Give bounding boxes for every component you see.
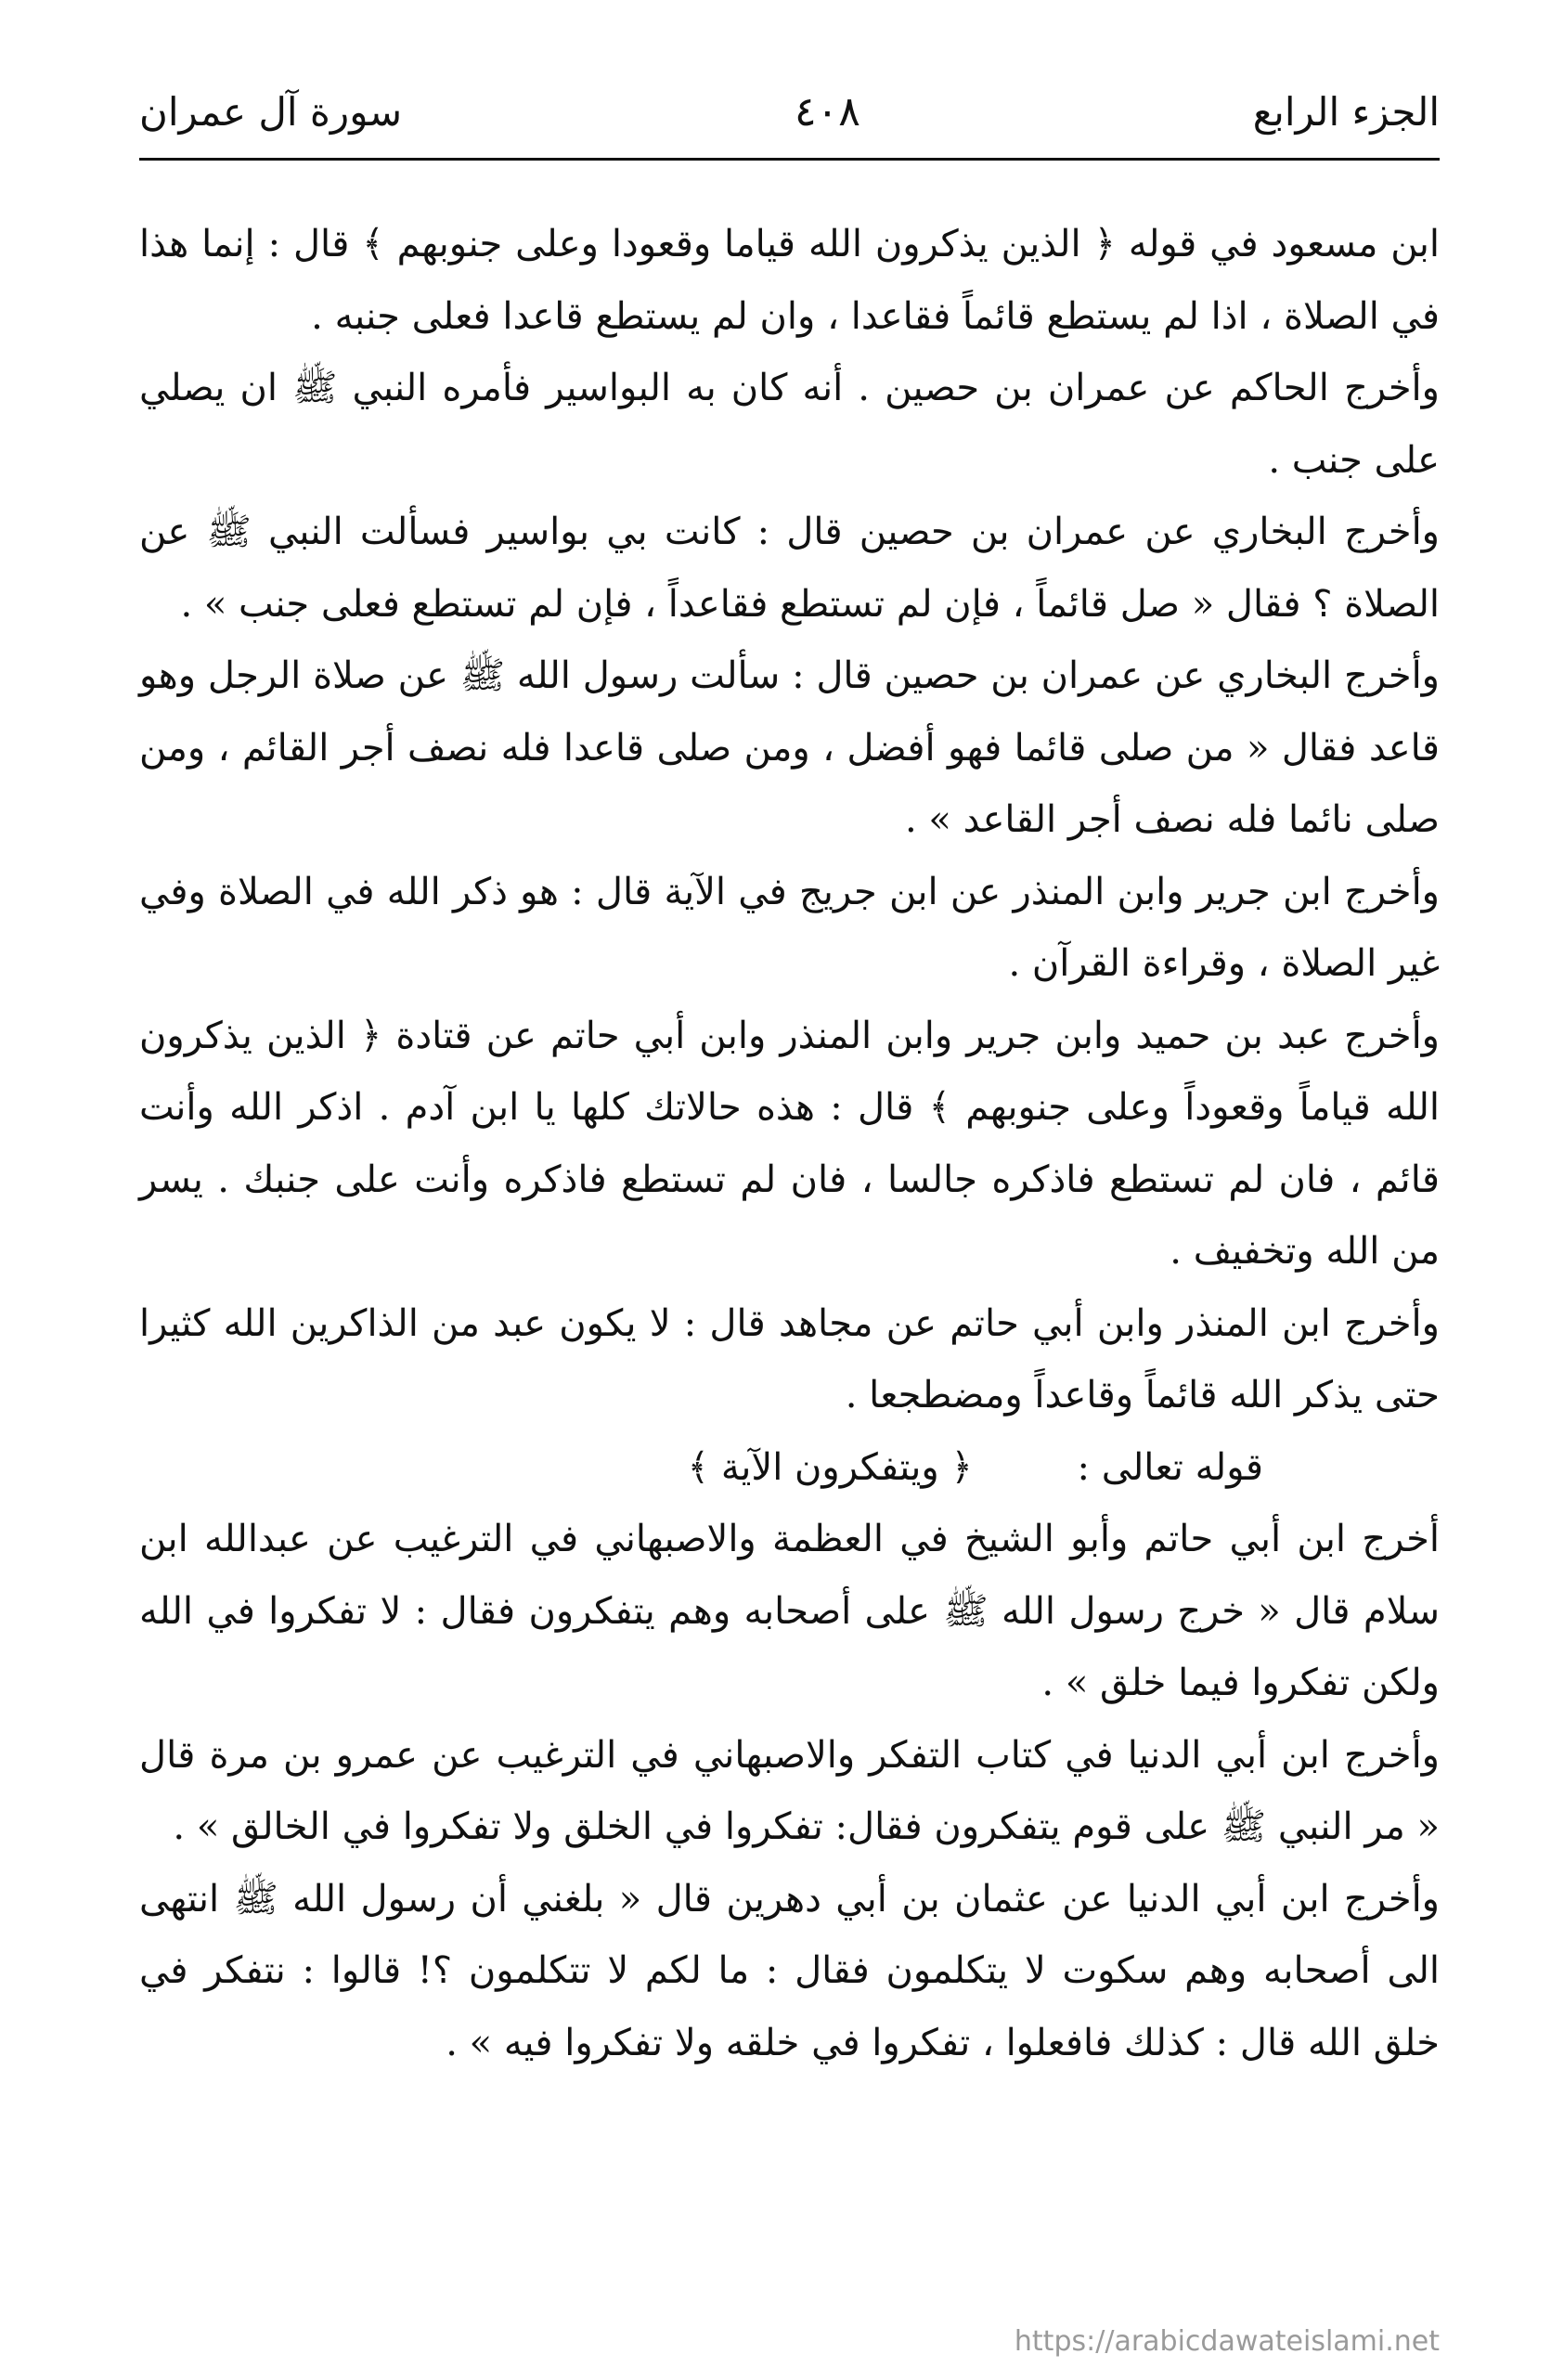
part-label: الجزء الرابع — [1252, 88, 1440, 135]
surah-label: سورة آل عمران — [139, 88, 403, 135]
verse-heading-text: ﴿ ويتفكرون الآية ﴾ — [687, 1445, 973, 1489]
page-header — [139, 65, 1440, 158]
paragraph-3: وأخرج البخاري عن عمران بن حصين قال : كانت بي بواسير فسألت النبي ﷺ عن الصلاة ؟ فقال « صل قائماً ، فإن لم تستطع فقاعداً ، فإن لم تستطع فعلى جنب » . — [139, 511, 1440, 626]
verse-heading-label: قوله تعالى : — [1077, 1445, 1263, 1489]
source-watermark: https://arabicdawateislami.net — [1014, 2325, 1440, 2358]
header-rule — [139, 158, 1440, 161]
page-body — [139, 209, 1440, 2079]
paragraph-6: وأخرج عبد بن حميد وابن جرير وابن المنذر وابن أبي حاتم عن قتادة ﴿ الذين يذكرون الله قياماً وقعوداً وعلى جنوبهم ﴾ قال : هذه حالاتك كلها يا ابن آدم . اذكر الله وأنت قائم ، فان لم تستطع فاذكره جالسا ، فان لم تستطع فاذكره وأنت على جنبك . يسر من الله وتخفيف . — [139, 1014, 1440, 1273]
paragraph-9: وأخرج ابن أبي الدنيا في كتاب التفكر والاصبهاني في الترغيب عن عمرو بن مرة قال « مر النبي ﷺ على قوم يتفكرون فقال: تفكروا في الخلق ولا تفكروا في الخالق » . — [139, 1733, 1440, 1848]
paragraph-5: وأخرج ابن جرير وابن المنذر عن ابن جريج في الآية قال : هو ذكر الله في الصلاة وفي غير الصلاة ، وقراءة القرآن . — [139, 870, 1440, 985]
paragraph-2: وأخرج الحاكم عن عمران بن حصين . أنه كان به البواسير فأمره النبي ﷺ ان يصلي على جنب . — [139, 367, 1440, 482]
page-number: ٤٠٨ — [795, 87, 860, 136]
paragraph-8: أخرج ابن أبي حاتم وأبو الشيخ في العظمة والاصبهاني في الترغيب عن عبدالله ابن سلام قال « خرج رسول الله ﷺ على أصحابه وهم يتفكرون فقال : لا تفكروا في الله ولكن تفكروا فيما خلق » . — [139, 1518, 1440, 1704]
paragraph-7: وأخرج ابن المنذر وابن أبي حاتم عن مجاهد قال : لا يكون عبد من الذاكرين الله كثيرا حتى يذكر الله قائماً وقاعداً ومضطجعا . — [139, 1301, 1440, 1416]
paragraph-4: وأخرج البخاري عن عمران بن حصين قال : سألت رسول الله ﷺ عن صلاة الرجل وهو قاعد فقال « من صلى قائما فهو أفضل ، ومن صلى قاعدا فله نصف أجر القائم ، ومن صلى نائما فله نصف أجر القاعد » . — [139, 654, 1441, 841]
verse-heading — [139, 1432, 1440, 1505]
paragraph-1: ابن مسعود في قوله ﴿ الذين يذكرون الله قياما وقعودا وعلى جنوبهم ﴾ قال : إنما هذا في الصلاة ، اذا لم يستطع قائماً فقاعدا ، وان لم يستطع قاعدا فعلى جنبه . — [139, 223, 1440, 338]
paragraph-10: وأخرج ابن أبي الدنيا عن عثمان بن أبي دهرين قال « بلغني أن رسول الله ﷺ انتهى الى أصحابه وهم سكوت لا يتكلمون فقال : ما لكم لا تتكلمون ؟! قالوا : نتفكر في خلق الله قال : كذلك فافعلوا ، تفكروا في خلقه ولا تفكروا فيه » . — [139, 1877, 1440, 2064]
